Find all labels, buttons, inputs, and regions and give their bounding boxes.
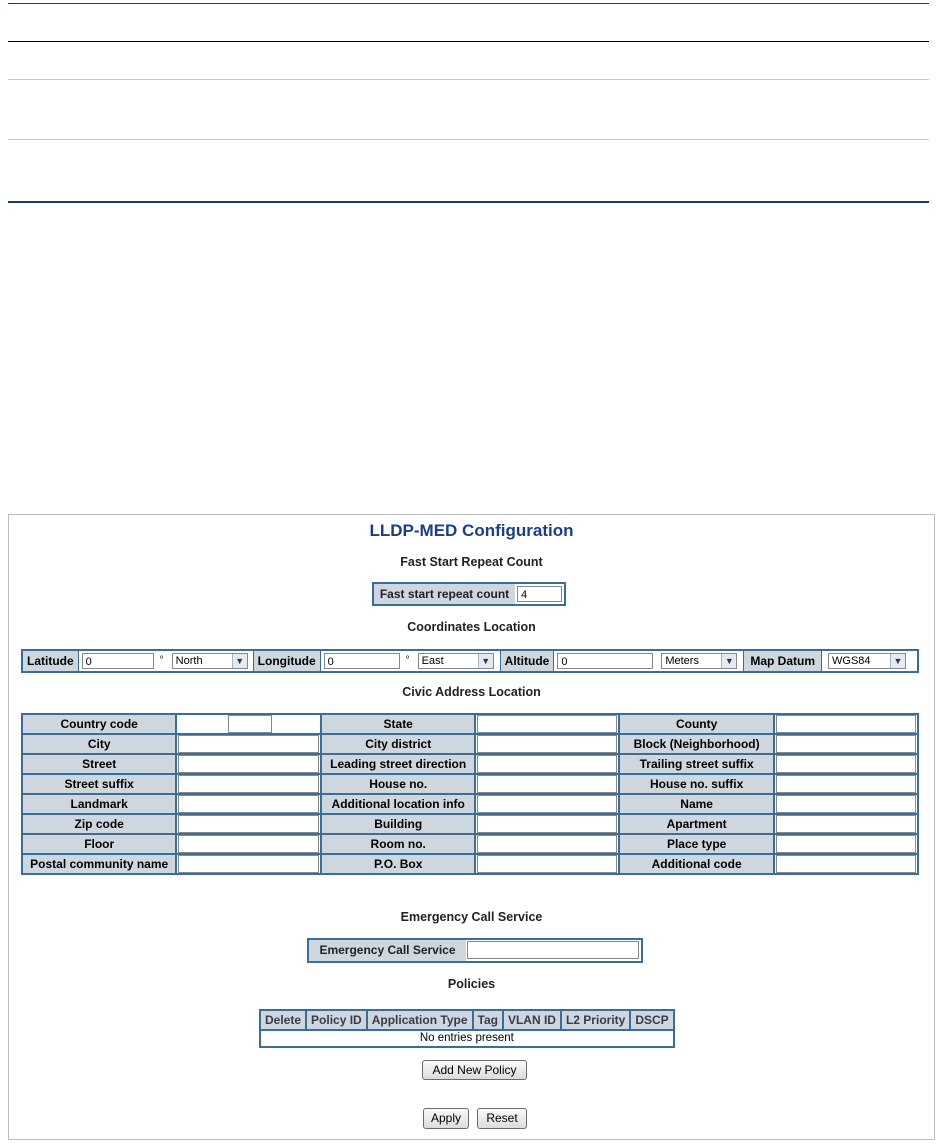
degree-symbol: ° [405, 655, 410, 666]
postal-community-name-label: Postal community name [22, 854, 176, 874]
table-bottom-border [8, 201, 929, 203]
street-suffix-label: Street suffix [22, 774, 176, 794]
country-code-label: Country code [22, 714, 176, 734]
coordinates-section-title: Coordinates Location [407, 620, 536, 634]
table-row-divider [8, 79, 929, 80]
table-row [22, 714, 918, 734]
street-suffix-input[interactable] [178, 775, 319, 793]
room-no-label: Room no. [321, 834, 475, 854]
emergency-call-service-input[interactable] [467, 941, 639, 959]
chevron-down-icon: ▼ [232, 654, 247, 668]
latitude-input[interactable]: 0 [82, 653, 154, 669]
fast-start-section-title: Fast Start Repeat Count [400, 555, 543, 569]
apartment-input[interactable] [776, 815, 916, 833]
table-row [22, 794, 918, 814]
po-box-input[interactable] [477, 855, 617, 873]
chevron-down-icon: ▼ [478, 654, 493, 668]
po-box-label: P.O. Box [321, 854, 475, 874]
table-row [22, 774, 918, 794]
state-input[interactable] [477, 715, 617, 733]
floor-input[interactable] [178, 835, 319, 853]
building-label: Building [321, 814, 475, 834]
altitude-input[interactable]: 0 [557, 653, 653, 669]
longitude-direction-select[interactable]: East ▼ [418, 653, 494, 669]
street-input[interactable] [178, 755, 319, 773]
place-type-label: Place type [619, 834, 774, 854]
street-label: Street [22, 754, 176, 774]
city-label: City [22, 734, 176, 754]
lldp-med-panel [8, 514, 935, 1140]
house-no-input[interactable] [477, 775, 617, 793]
leading-street-direction-label: Leading street direction [321, 754, 475, 774]
city-input[interactable] [178, 735, 319, 753]
map-datum-select[interactable]: WGS84 ▼ [828, 653, 906, 669]
table-top-border [8, 3, 929, 4]
coordinates-row [21, 649, 919, 673]
landmark-input[interactable] [178, 795, 319, 813]
city-district-label: City district [321, 734, 475, 754]
column-header: Application Type [367, 1010, 473, 1030]
name-input[interactable] [776, 795, 916, 813]
house-no-suffix-input[interactable] [776, 775, 916, 793]
chevron-down-icon: ▼ [721, 654, 736, 668]
country-code-input[interactable] [228, 715, 272, 733]
altitude-unit-select[interactable]: Meters ▼ [661, 653, 737, 669]
column-header: VLAN ID [503, 1010, 561, 1030]
trailing-street-suffix-label: Trailing street suffix [619, 754, 774, 774]
longitude-label: Longitude [254, 651, 321, 671]
house-no-suffix-label: House no. suffix [619, 774, 774, 794]
name-label: Name [619, 794, 774, 814]
floor-label: Floor [22, 834, 176, 854]
table-row [22, 734, 918, 754]
civic-address-table [21, 713, 919, 875]
table-row [22, 754, 918, 774]
additional-location-info-input[interactable] [477, 795, 617, 813]
chevron-down-icon: ▼ [890, 654, 905, 668]
block-input[interactable] [776, 735, 916, 753]
house-no-label: House no. [321, 774, 475, 794]
city-district-input[interactable] [477, 735, 617, 753]
column-header: Delete [260, 1010, 306, 1030]
landmark-label: Landmark [22, 794, 176, 814]
policies-table [259, 1009, 675, 1048]
table-row [260, 1030, 674, 1047]
table-row [22, 814, 918, 834]
civic-section-title: Civic Address Location [402, 685, 541, 699]
map-datum-label: Map Datum [744, 651, 822, 671]
latitude-direction-select[interactable]: North ▼ [172, 653, 248, 669]
table-row [22, 834, 918, 854]
zip-code-label: Zip code [22, 814, 176, 834]
table-row [22, 854, 918, 874]
zip-code-input[interactable] [178, 815, 319, 833]
latitude-label: Latitude [23, 651, 79, 671]
additional-code-input[interactable] [776, 855, 916, 873]
reset-button[interactable]: Reset [477, 1108, 527, 1129]
fast-start-repeat-count-input[interactable]: 4 [517, 586, 562, 602]
altitude-label: Altitude [501, 651, 555, 671]
column-header: DSCP [630, 1010, 673, 1030]
longitude-input[interactable]: 0 [324, 653, 400, 669]
degree-symbol: ° [159, 655, 164, 666]
apply-button[interactable]: Apply [423, 1108, 469, 1129]
apartment-label: Apartment [619, 814, 774, 834]
trailing-street-suffix-input[interactable] [776, 755, 916, 773]
building-input[interactable] [477, 815, 617, 833]
leading-street-direction-input[interactable] [477, 755, 617, 773]
postal-community-name-input[interactable] [178, 855, 319, 873]
emergency-call-service-label: Emergency Call Service [309, 940, 466, 961]
table-header-row [260, 1010, 674, 1030]
county-input[interactable] [776, 715, 916, 733]
add-new-policy-button[interactable]: Add New Policy [422, 1060, 527, 1080]
empty-message: No entries present [260, 1030, 674, 1047]
additional-code-label: Additional code [619, 854, 774, 874]
column-header: L2 Priority [561, 1010, 630, 1030]
table-header-divider [8, 41, 929, 42]
room-no-input[interactable] [477, 835, 617, 853]
fast-start-label: Fast start repeat count [374, 584, 515, 604]
column-header: Policy ID [306, 1010, 367, 1030]
block-label: Block (Neighborhood) [619, 734, 774, 754]
fast-start-box [372, 582, 566, 606]
page-title: LLDP-MED Configuration [369, 521, 574, 540]
state-label: State [321, 714, 475, 734]
emergency-section-title: Emergency Call Service [400, 910, 543, 924]
policies-section-title: Policies [447, 977, 496, 991]
column-header: Tag [473, 1010, 503, 1030]
county-label: County [619, 714, 774, 734]
additional-location-info-label: Additional location info [321, 794, 475, 814]
emergency-box [307, 938, 643, 963]
table-row-divider [8, 139, 929, 140]
place-type-input[interactable] [776, 835, 916, 853]
